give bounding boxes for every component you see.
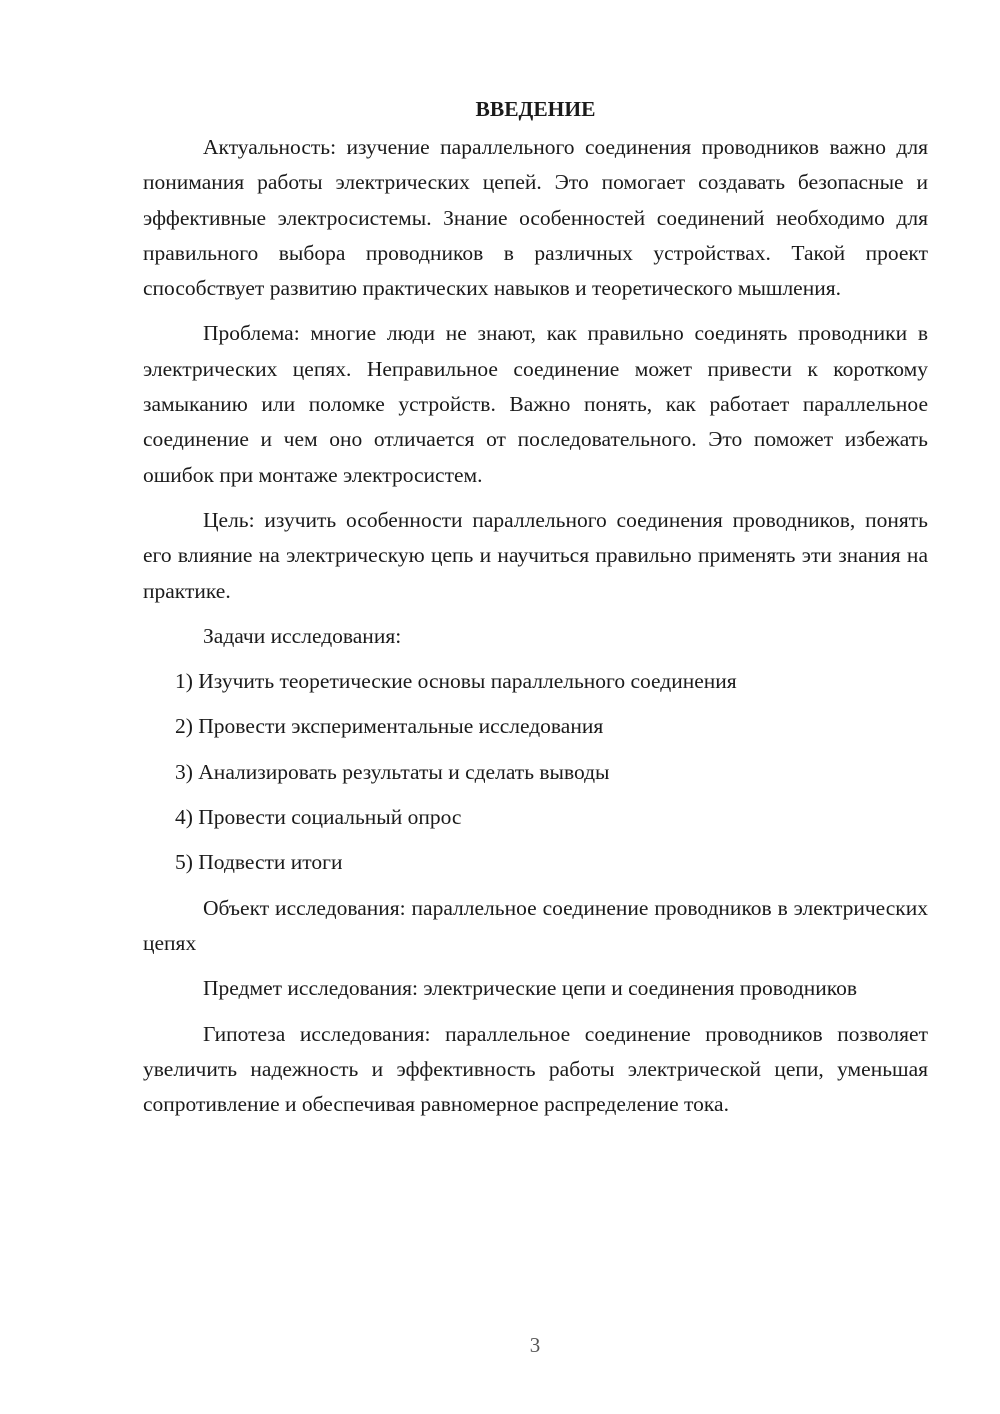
problem-paragraph: Проблема: многие люди не знают, как правильно соединять проводники в электрических цепях. Неправильное соединение может привести к короткому замыканию или поломке устройств. Важно понять, как работает параллельное соединение и чем оно отличается от последовательного. Это поможет избежать ошибок при монтаже электросистем.	[143, 321, 928, 487]
object-paragraph: Объект исследования: параллельное соединение проводников в электрических цепях	[143, 895, 928, 955]
task-item-2: 2) Провести экспериментальные исследования	[175, 714, 604, 739]
task-item-4: 4) Провести социальный опрос	[175, 805, 462, 830]
hypothesis-paragraph: Гипотеза исследования: параллельное соединение проводников позволяет увеличить надежность и эффективность работы электрической цепи, уменьшая сопротивление и обеспечивая равномерное распределение тока.	[143, 1021, 928, 1117]
document-page	[143, 92, 928, 1132]
subject-paragraph: Предмет исследования: электрические цепи и соединения проводников	[203, 976, 858, 1001]
tasks-heading: Задачи исследования:	[203, 623, 402, 648]
goal-paragraph: Цель: изучить особенности параллельного соединения проводников, понять его влияние на электрическую цепь и научиться правильно применять эти знания на практике.	[143, 507, 928, 603]
section-title: ВВЕДЕНИЕ	[475, 97, 596, 121]
page-number: 3	[529, 1333, 541, 1357]
task-item-1: 1) Изучить теоретические основы параллельного соединения	[175, 669, 737, 694]
relevance-paragraph: Актуальность: изучение параллельного соединения проводников важно для понимания работы электрических цепей. Это помогает создавать безопасные и эффективные электросистемы. Знание особенностей соединений необходимо для правильного выбора проводников в различных устройствах. Такой проект способствует развитию практических навыков и теоретического мышления.	[143, 135, 928, 301]
tasks-list	[143, 664, 928, 880]
task-item-5: 5) Подвести итоги	[175, 850, 343, 875]
task-item-3: 3) Анализировать результаты и сделать выводы	[175, 759, 610, 784]
